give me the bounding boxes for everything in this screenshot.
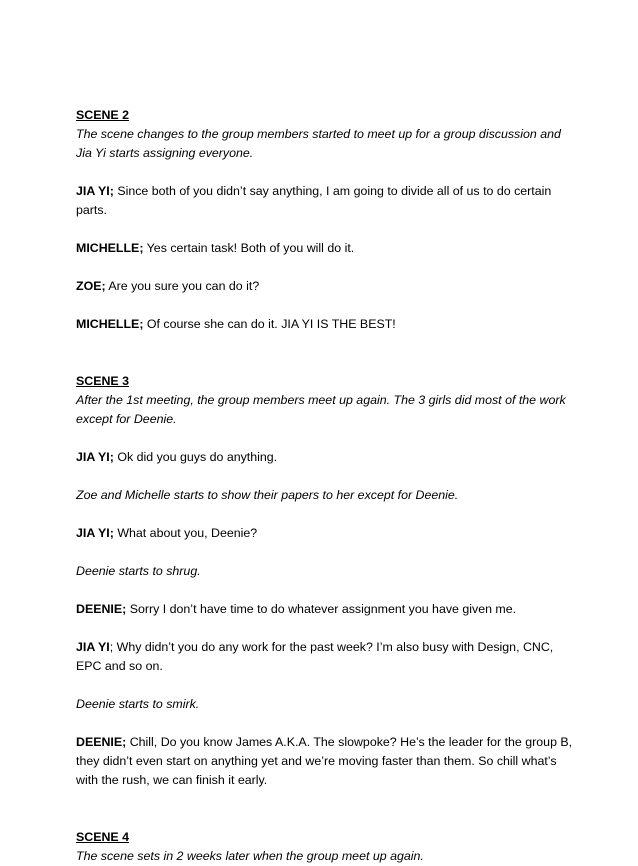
dialogue-text: Sorry I don’t have time to do whatever assignment you have given me. xyxy=(126,602,517,616)
stage-direction: Deenie starts to shrug. xyxy=(76,564,201,578)
dialogue-line xyxy=(76,524,576,543)
dialogue-text: ; Why didn’t you do any work for the past week? I’m also busy with Design, CNC, EPC and so on. xyxy=(76,640,554,673)
speaker-name: DEENIE; xyxy=(76,602,127,616)
speaker-name: DEENIE; xyxy=(76,735,127,749)
dialogue-text: What about you, Deenie? xyxy=(113,526,258,540)
dialogue-line xyxy=(76,239,576,258)
dialogue-line xyxy=(76,448,576,467)
stage-direction: Deenie starts to smirk. xyxy=(76,697,200,711)
speaker-name: JIA YI; xyxy=(76,184,114,198)
dialogue-line xyxy=(76,733,576,790)
dialogue-line xyxy=(76,600,576,619)
speaker-name: MICHELLE; xyxy=(76,317,144,331)
speaker-name: JIA YI; xyxy=(76,450,114,464)
scene-3-heading: SCENE 3 xyxy=(76,374,130,388)
dialogue-text: Of course she can do it. JIA YI IS THE BEST! xyxy=(143,317,396,331)
dialogue-line xyxy=(76,638,576,676)
speaker-name: MICHELLE; xyxy=(76,241,144,255)
dialogue-line xyxy=(76,277,576,296)
scene-2-direction: The scene changes to the group members started to meet up for a group discussion and Jia Yi starts assigning everyone. xyxy=(76,127,561,160)
scene-4-heading: SCENE 4 xyxy=(76,830,130,844)
dialogue-line xyxy=(76,182,576,220)
dialogue-line xyxy=(76,315,576,334)
speaker-name: JIA YI; xyxy=(76,526,114,540)
script-page xyxy=(76,106,576,866)
speaker-name: ZOE; xyxy=(76,279,106,293)
dialogue-text: Yes certain task! Both of you will do it. xyxy=(143,241,355,255)
speaker-name: JIA YI xyxy=(76,640,110,654)
scene-4-direction: The scene sets in 2 weeks later when the group meet up again. xyxy=(76,849,424,863)
scene-3-direction: After the 1st meeting, the group members meet up again. The 3 girls did most of the work except for Deenie. xyxy=(76,393,566,426)
stage-direction: Zoe and Michelle starts to show their papers to her except for Deenie. xyxy=(76,488,459,502)
dialogue-text: Ok did you guys do anything. xyxy=(113,450,278,464)
scene-2-heading: SCENE 2 xyxy=(76,108,130,122)
dialogue-text: Are you sure you can do it? xyxy=(105,279,260,293)
dialogue-text: Chill, Do you know James A.K.A. The slowpoke? He’s the leader for the group B, they didn’t even start on anything yet and we’re moving faster than them. So chill what’s with the rush, we can finish it early. xyxy=(76,735,573,787)
dialogue-text: Since both of you didn’t say anything, I am going to divide all of us to do certain parts. xyxy=(76,184,552,217)
